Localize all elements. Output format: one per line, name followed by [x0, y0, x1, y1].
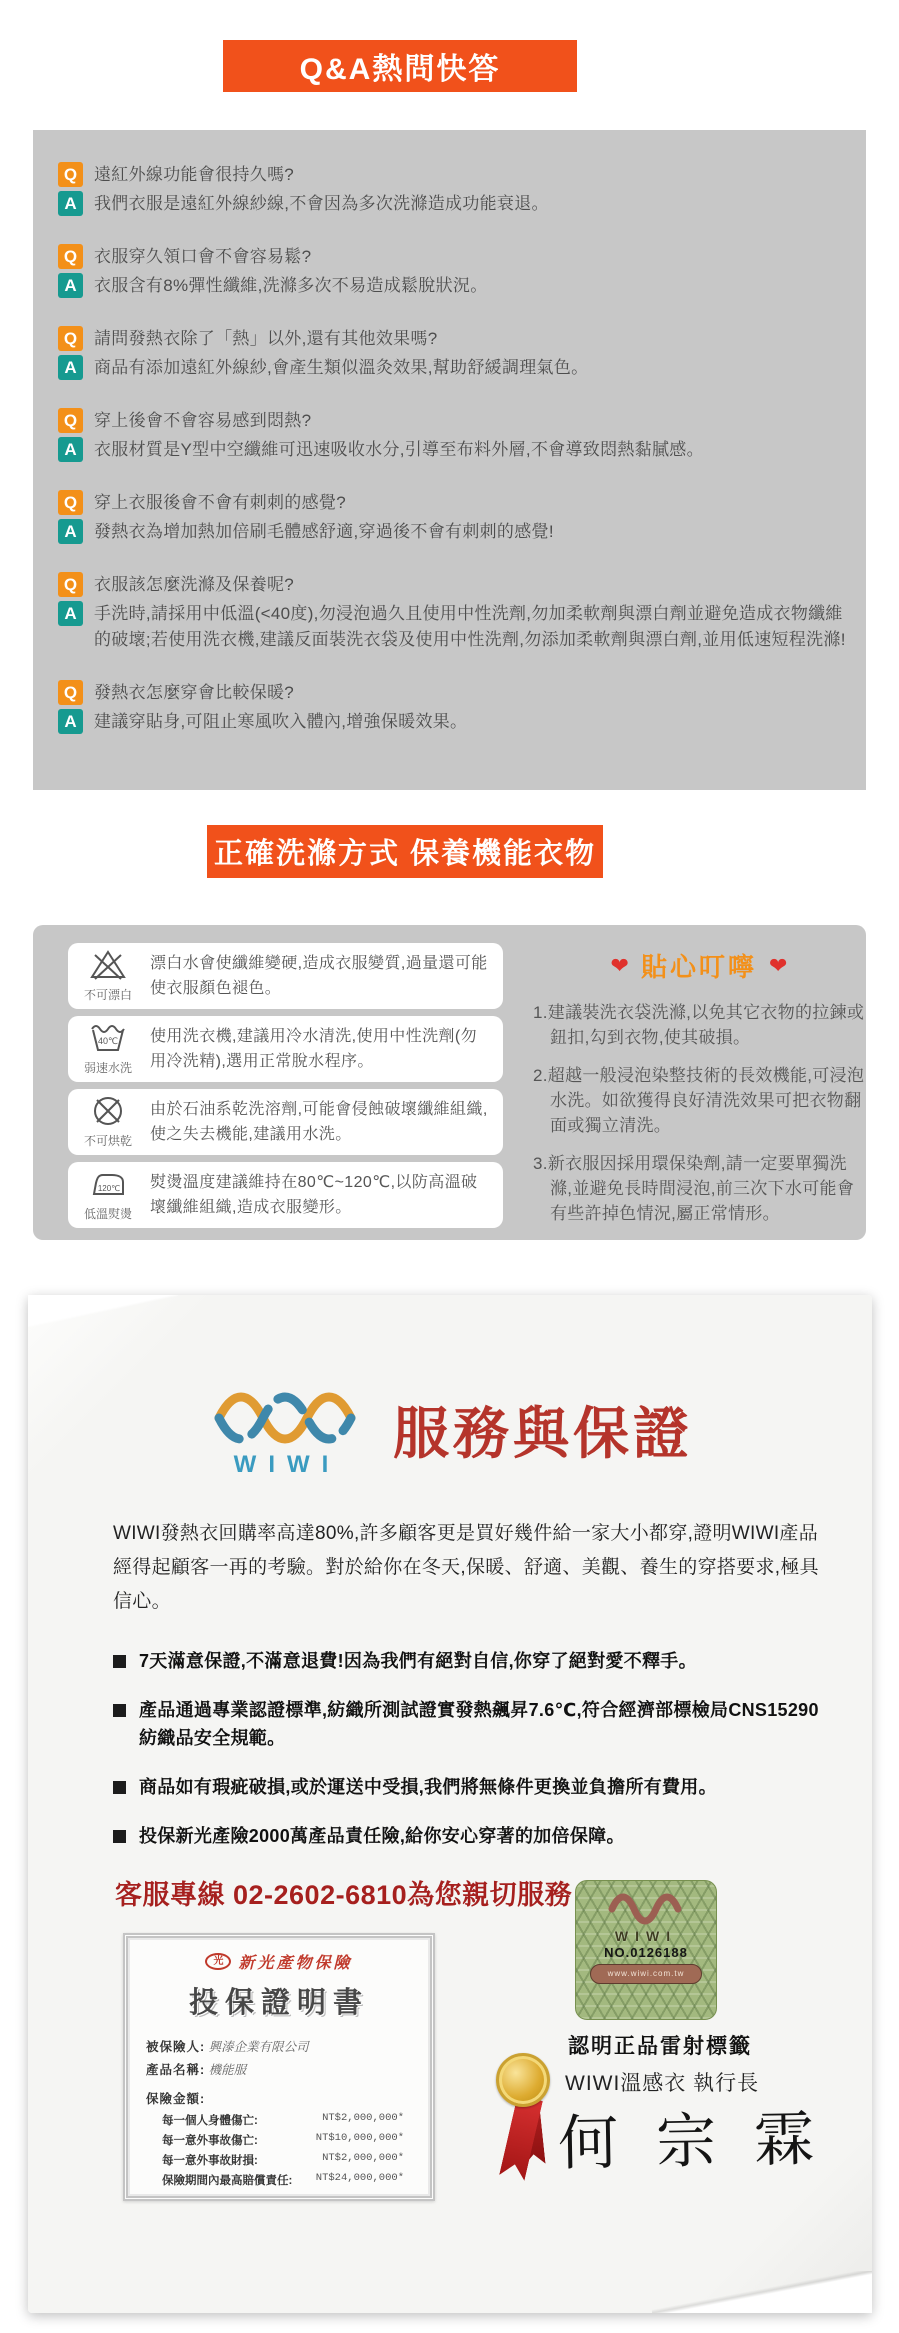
- cert-row-value: NT$2,000,000*: [322, 2152, 404, 2164]
- q-badge: Q: [58, 244, 83, 269]
- cert-row-label: 保險期間內最高賠償責任:: [162, 2175, 293, 2187]
- bullet-square-icon: [113, 1781, 126, 1794]
- answer-row: [58, 191, 846, 217]
- answer-row: [58, 519, 846, 545]
- care-text: 使用洗衣機,建議用冷水清洗,使用中性洗劑(勿用冷洗精),選用正常脫水程序。: [150, 1028, 478, 1070]
- bullet-text: 商品如有瑕疵破損,或於運送中受損,我們將無條件更換並負擔所有費用。: [139, 1777, 717, 1797]
- certificate-product: [146, 2060, 412, 2078]
- hotline-text: 客服專線 02-2602-6810為您親切服務: [115, 1880, 573, 1910]
- care-label: 不可漂白: [83, 988, 132, 1002]
- care-row: [68, 1016, 503, 1082]
- bullet-square-icon: [113, 1830, 126, 1843]
- laser-label-number: NO.0126188: [604, 1945, 688, 1960]
- laser-label-brand: WIWI: [614, 1928, 678, 1944]
- tip-item: 1.建議裝洗衣袋洗滌,以免其它衣物的拉鍊或鈕扣,勾到衣物,使其破損。: [533, 1003, 865, 1047]
- care-instructions: [68, 943, 503, 1235]
- q-badge: Q: [58, 572, 83, 597]
- insured-value: 興溙企業有限公司: [208, 2040, 309, 2054]
- ceo-signature: 何宗霖: [557, 2103, 853, 2179]
- certificate-row: [162, 2172, 404, 2188]
- certificate-row: [162, 2132, 404, 2148]
- cert-row-label: 每一意外事故傷亡:: [162, 2135, 258, 2147]
- a-badge: A: [58, 191, 83, 216]
- machine-wash-40-icon: [90, 1022, 126, 1054]
- certificate-row: [162, 2112, 404, 2128]
- answer-text: 手洗時,請採用中低溫(<40度),勿浸泡過久且使用中性洗劑,勿加柔軟劑與漂白劑並避免造成衣物纖維的破壞;若使用洗衣機,建議反面裝洗衣袋及使用中性洗劑,勿添加柔軟劑與漂白劑,並用低速短程洗滌!: [94, 604, 846, 649]
- a-badge: A: [58, 519, 83, 544]
- question-text: 衣服該怎麼洗滌及保養呢?: [94, 575, 295, 594]
- care-icon-block: [76, 949, 140, 1003]
- low-iron-icon: [90, 1168, 126, 1200]
- heart-icon: ❤: [769, 952, 788, 978]
- answer-row: [58, 601, 846, 653]
- answer-row: [58, 273, 846, 299]
- certificate-row: [162, 2152, 404, 2168]
- laser-label: [575, 1880, 717, 2020]
- svg-text:40℃: 40℃: [97, 1036, 119, 1046]
- bullet-text: 投保新光產險2000萬產品責任險,給你安心穿著的加倍保障。: [139, 1826, 625, 1846]
- bullet-square-icon: [113, 1655, 126, 1668]
- a-badge: A: [58, 709, 83, 734]
- shinkong-oval-logo: 光: [205, 1953, 231, 1970]
- answer-row: [58, 709, 846, 735]
- answer-text: 衣服材質是Y型中空纖維可迅速吸收水分,引導至布料外層,不會導致悶熱黏膩感。: [94, 440, 704, 459]
- question-row: [58, 572, 846, 598]
- a-badge: A: [58, 601, 83, 626]
- answer-row: [58, 355, 846, 381]
- question-text: 穿上衣服後會不會有刺刺的感覺?: [94, 493, 346, 512]
- laser-label-url: www.wiwi.com.tw: [590, 1964, 702, 1984]
- insurance-certificate: [123, 1933, 435, 2201]
- cert-row-value: NT$24,000,000*: [315, 2172, 404, 2184]
- answer-text: 衣服含有8%彈性纖維,洗滌多次不易造成鬆脫狀況。: [94, 276, 488, 295]
- a-badge: A: [58, 273, 83, 298]
- qa-header-text: Q&A熱問快答: [299, 53, 501, 86]
- answer-text: 發熱衣為增加熱加倍刷毛體感舒適,穿過後不會有刺刺的感覺!: [94, 522, 554, 541]
- guarantee-intro: WIWI發熱衣回購率高達80%,許多顧客更是買好幾件給一家大小都穿,證明WIWI產品經得起顧客一再的考驗。對於給你在冬天,保暖、舒適、美觀、養生的穿搭要求,極具信心。: [113, 1523, 819, 1612]
- certificate-title: 投保證明書: [188, 1987, 369, 2019]
- certificate-insured: [146, 2037, 412, 2055]
- certificate-header: [146, 1950, 412, 1973]
- laser-label-squiggle-icon: [606, 1889, 686, 1925]
- guarantee-bullets: [113, 1647, 829, 1871]
- care-text: 熨燙溫度建議維持在80℃~120℃,以防高溫破壞纖維組織,造成衣服變形。: [150, 1174, 478, 1216]
- care-label: 弱速水洗: [83, 1061, 132, 1075]
- wiwi-logo-word: WIWI: [233, 1451, 341, 1478]
- cert-row-label: 每一意外事故財損:: [162, 2155, 258, 2167]
- medal-circle: [496, 2053, 550, 2107]
- question-text: 遠紅外線功能會很持久嗎?: [94, 165, 295, 184]
- guarantee-title-row: [28, 1380, 872, 1480]
- product-label: 產品名稱:: [146, 2063, 206, 2077]
- answer-text: 建議穿貼身,可阻止寒風吹入體內,增強保暖效果。: [94, 712, 468, 731]
- product-value: 機能服: [208, 2063, 247, 2077]
- tip-item: 3.新衣服因採用環保染劑,請一定要單獨洗滌,並避免長時間浸泡,前三次下水可能會有些許掉色情況,屬正常情形。: [533, 1154, 855, 1223]
- q-badge: Q: [58, 680, 83, 705]
- question-text: 發熱衣怎麼穿會比較保暖?: [94, 683, 295, 702]
- wiwi-logo: [207, 1380, 367, 1480]
- qa-section-header: [223, 40, 577, 92]
- care-icon-block: [76, 1022, 140, 1076]
- qa-item: [58, 244, 846, 299]
- answer-text: 我們衣服是遠紅外線紗線,不會因為多次洗滌造成功能衰退。: [94, 194, 549, 213]
- tip-item: 2.超越一般浸泡染整技術的長效機能,可浸泡水洗。如欲獲得良好清洗效果可把衣物翻面或獨立清洗。: [533, 1066, 865, 1135]
- insured-label: 被保險人:: [146, 2040, 206, 2054]
- certificate-amount-label: 保險金額:: [146, 2092, 206, 2106]
- cert-row-label: 每一個人身體傷亡:: [162, 2115, 258, 2127]
- bullet-item: [113, 1773, 829, 1801]
- q-badge: Q: [58, 408, 83, 433]
- qa-box: [33, 130, 866, 790]
- bullet-item: [113, 1696, 829, 1752]
- qa-item: [58, 326, 846, 381]
- certificate-company: 新光產物保險: [238, 1953, 353, 1972]
- question-text: 衣服穿久領口會不會容易鬆?: [94, 247, 312, 266]
- gold-medal-icon: [496, 2053, 556, 2213]
- tips-title: [533, 947, 865, 984]
- question-row: [58, 408, 846, 434]
- guarantee-title: 服務與保證: [393, 1402, 693, 1465]
- q-badge: Q: [58, 490, 83, 515]
- bullet-text: 產品通過專業認證標準,紡織所測試證實發熱飆昇7.6℃,符合經濟部標檢局CNS15290紡織品安全規範。: [139, 1700, 819, 1748]
- qa-item: [58, 680, 846, 735]
- bullet-text: 7天滿意保證,不滿意退費!因為我們有絕對自信,你穿了絕對愛不釋手。: [139, 1651, 697, 1671]
- care-text: 由於石油系乾洗溶劑,可能會侵蝕破壞纖維組織,使之失去機能,建議用水洗。: [150, 1101, 488, 1143]
- tips-title-text: 貼心叮嚀: [640, 952, 757, 982]
- bullet-item: [113, 1822, 829, 1850]
- q-badge: Q: [58, 326, 83, 351]
- question-text: 穿上後會不會容易感到悶熱?: [94, 411, 312, 430]
- wash-header-text: 正確洗滌方式 保養機能衣物: [213, 838, 597, 870]
- answer-row: [58, 437, 846, 463]
- qa-item: [58, 162, 846, 217]
- care-label: 低溫熨燙: [83, 1207, 132, 1221]
- q-badge: Q: [58, 162, 83, 187]
- wash-section-header: [207, 825, 603, 878]
- care-row: [68, 943, 503, 1009]
- no-bleach-icon: [90, 949, 126, 981]
- question-text: 請問發熱衣除了「熱」以外,還有其他效果嗎?: [94, 329, 438, 348]
- care-row: [68, 1089, 503, 1155]
- question-row: [58, 244, 846, 270]
- question-row: [58, 162, 846, 188]
- care-icon-block: [76, 1095, 140, 1149]
- a-badge: A: [58, 355, 83, 380]
- ceo-title: WIWI溫感衣 執行長: [565, 2072, 760, 2095]
- guarantee-paper: [28, 1295, 872, 2313]
- question-row: [58, 326, 846, 352]
- qa-item: [58, 408, 846, 463]
- care-label: 不可烘乾: [83, 1134, 132, 1148]
- care-icon-block: [76, 1168, 140, 1222]
- laser-label-caption: 認明正品雷射標籤: [568, 2035, 752, 2058]
- care-text: 漂白水會使纖維變硬,造成衣服變質,過量還可能使衣服顏色褪色。: [150, 955, 488, 997]
- cert-row-value: NT$10,000,000*: [315, 2132, 404, 2144]
- question-row: [58, 490, 846, 516]
- qa-item: [58, 572, 846, 653]
- no-dry-clean-icon: [90, 1095, 126, 1127]
- svg-text:120℃: 120℃: [97, 1184, 121, 1193]
- heart-icon: ❤: [610, 952, 629, 978]
- cert-row-value: NT$2,000,000*: [322, 2112, 404, 2124]
- wash-box: [33, 925, 866, 1240]
- qa-item: [58, 490, 846, 545]
- a-badge: A: [58, 437, 83, 462]
- bullet-item: [113, 1647, 829, 1675]
- question-row: [58, 680, 846, 706]
- tips-column: [533, 947, 865, 1239]
- bullet-square-icon: [113, 1704, 126, 1717]
- care-row: [68, 1162, 503, 1228]
- answer-text: 商品有添加遠紅外線紗,會產生類似溫灸效果,幫助舒緩調理氣色。: [94, 358, 589, 377]
